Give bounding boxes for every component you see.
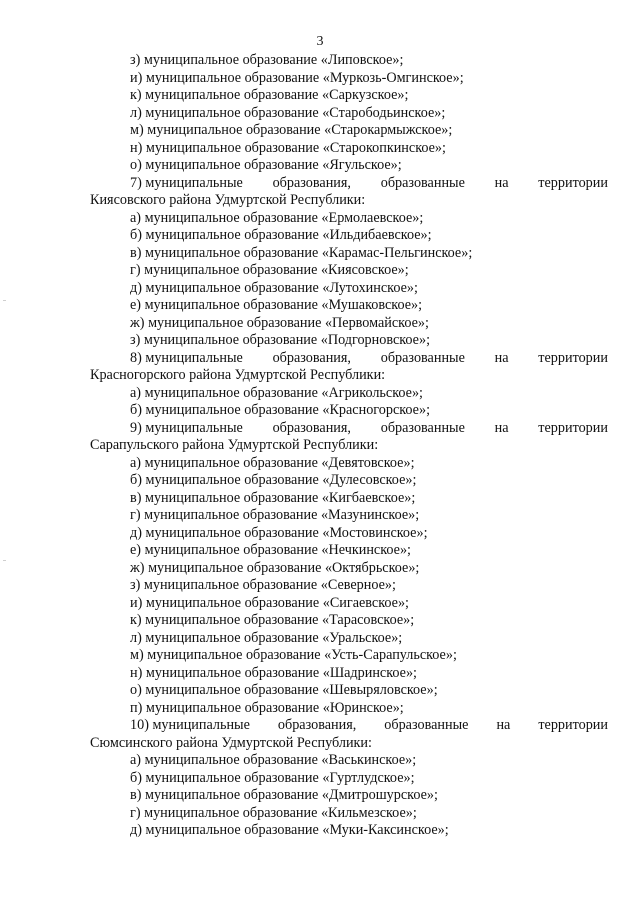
list-item: б) муниципальное образование «Красногорское»;: [130, 402, 431, 418]
paragraph-word: образованные: [384, 717, 469, 733]
paragraph-word: на: [494, 349, 509, 366]
list-item: м) муниципальное образование «Старокармыжское»;: [130, 122, 453, 138]
list-item: г) муниципальное образование «Кильмезское»;: [130, 804, 417, 821]
list-item: л) муниципальное образование «Уральское»;: [130, 629, 403, 646]
list-item: г) муниципальное образование «Киясовское»;: [130, 262, 409, 278]
list-item: а) муниципальное образование «Девятовское»;: [130, 454, 415, 471]
list-item: д) муниципальное образование «Муки-Каксинское»;: [130, 822, 449, 838]
paragraph-word: территории: [538, 174, 608, 191]
paragraph-word: образования,: [272, 174, 351, 191]
paragraph-word: образованные: [380, 419, 465, 436]
list-item: з) муниципальное образование «Липовское»;: [130, 52, 404, 68]
paragraph-word: на: [496, 717, 511, 733]
list-item: б) муниципальное образование «Дулесовское»;: [130, 472, 417, 488]
list-item: е) муниципальное образование «Нечкинское»;: [130, 542, 411, 558]
paragraph-word: территории: [538, 419, 608, 436]
paragraph-word: образованные: [380, 349, 465, 366]
list-item: о) муниципальное образование «Ягульское»;: [130, 157, 402, 173]
paragraph-word: образования,: [272, 349, 351, 366]
paragraph-lead-line: [90, 175, 608, 193]
list-item: л) муниципальное образование «Старободьинское»;: [130, 104, 446, 121]
paragraph-lead-line: [90, 350, 608, 368]
paragraph-word: на: [494, 174, 509, 191]
paragraph-word: 10) муниципальные: [130, 717, 250, 733]
paragraph-word: 7) муниципальные: [130, 174, 243, 191]
list-item: ж) муниципальное образование «Первомайское»;: [130, 314, 429, 331]
scan-edge-mark: [3, 300, 6, 301]
paragraph-word: территории: [538, 717, 608, 733]
paragraph-lead-line: [90, 717, 608, 735]
list-item: б) муниципальное образование «Ильдибаевское»;: [130, 227, 432, 243]
list-item: д) муниципальное образование «Мостовинское»;: [130, 524, 428, 541]
list-item: о) муниципальное образование «Шевыряловское»;: [130, 682, 438, 698]
list-item: з) муниципальное образование «Северное»;: [130, 577, 396, 593]
list-item: к) муниципальное образование «Саркузское»;: [130, 87, 409, 103]
paragraph-word: на: [494, 419, 509, 436]
list-item: в) муниципальное образование «Карамас-Пельгинское»;: [130, 244, 473, 261]
list-item: д) муниципальное образование «Лутохинское»;: [130, 279, 418, 296]
page-number: 3: [316, 34, 324, 49]
paragraph-word: образования,: [272, 419, 351, 436]
list-item: з) муниципальное образование «Подгорновское»;: [130, 332, 431, 348]
list-item: а) муниципальное образование «Васькинское»;: [130, 752, 417, 768]
list-item: а) муниципальное образование «Агрикольское»;: [130, 384, 423, 401]
paragraph-word: территории: [538, 349, 608, 366]
paragraph-word: 8) муниципальные: [130, 349, 243, 366]
list-item: ж) муниципальное образование «Октябрьское»;: [130, 559, 420, 576]
paragraph-word: 9) муниципальные: [130, 419, 243, 436]
list-item: е) муниципальное образование «Мушаковское»;: [130, 297, 423, 313]
document-body: [90, 52, 608, 840]
paragraph-lead-line: [90, 420, 608, 438]
list-item: г) муниципальное образование «Мазунинское»;: [130, 507, 420, 523]
list-item: п) муниципальное образование «Юринское»;: [130, 699, 404, 716]
list-item: м) муниципальное образование «Усть-Сарапульское»;: [130, 647, 457, 663]
paragraph-continuation: Красногорского района Удмуртской Республики:: [90, 367, 386, 383]
list-item: в) муниципальное образование «Кигбаевское»;: [130, 489, 416, 506]
paragraph-word: образованные: [380, 174, 465, 191]
list-item: к) муниципальное образование «Тарасовское»;: [130, 612, 415, 628]
list-item: н) муниципальное образование «Шадринское»;: [130, 664, 417, 681]
paragraph-word: образования,: [277, 717, 357, 733]
list-item: в) муниципальное образование «Дмитрошурское»;: [130, 787, 438, 803]
paragraph-continuation: Киясовского района Удмуртской Республики:: [90, 192, 366, 208]
list-item: и) муниципальное образование «Сигаевское»;: [130, 594, 409, 611]
list-item: и) муниципальное образование «Муркозь-Омгинское»;: [130, 69, 464, 86]
scan-edge-mark: [3, 560, 6, 561]
list-item: н) муниципальное образование «Старокопкинское»;: [130, 139, 446, 156]
list-item: б) муниципальное образование «Гуртлудское»;: [130, 769, 415, 786]
paragraph-continuation: Сюмсинского района Удмуртской Республики:: [90, 734, 372, 751]
paragraph-continuation: Сарапульского района Удмуртской Республики:: [90, 437, 379, 453]
list-item: а) муниципальное образование «Ермолаевское»;: [130, 209, 424, 226]
